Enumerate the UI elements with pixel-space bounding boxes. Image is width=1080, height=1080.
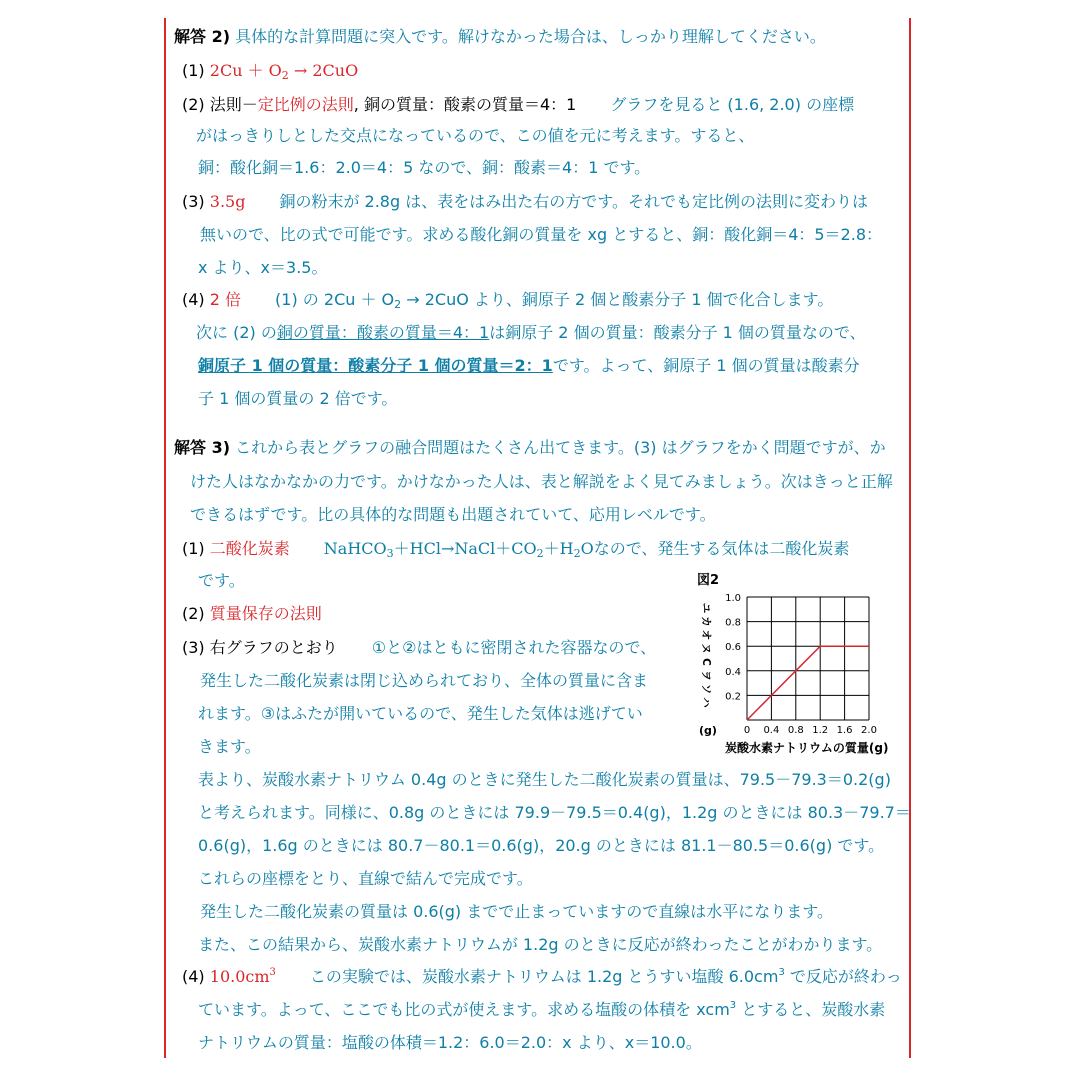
chart-series bbox=[747, 646, 869, 720]
a3-q4-line2: ています。よって、ここでも比の式が使えます。求める塩酸の体積を xcm$^3$ とすると、炭酸水素 bbox=[198, 1000, 886, 1019]
y-label-char: ソ bbox=[700, 683, 712, 695]
a3-q3-text5: 表より、炭酸水素ナトリウム 0.4g のときに発生した二酸化炭素の質量は、79.5－79.3＝0.2(g) bbox=[198, 770, 891, 789]
a3-q3-num: (3) bbox=[182, 638, 205, 657]
y-label-char: ヌ bbox=[700, 643, 712, 654]
a3-q4-text3: ナトリウムの質量：塩酸の体積＝1.2：6.0＝2.0：x より、x＝10.0。 bbox=[198, 1033, 702, 1052]
y-tick-label: 0.8 bbox=[725, 617, 741, 629]
series-line bbox=[747, 646, 869, 720]
a2-q3-num: (3) bbox=[182, 192, 205, 211]
a2-intro: 具体的な計算問題に突入です。解けなかった場合は、しっかり理解してください。 bbox=[235, 27, 826, 46]
x-tick-label: 1.2 bbox=[812, 725, 829, 736]
a2-q4-underlined: 銅の質量：酸素の質量＝4：1 bbox=[276, 323, 490, 342]
a2-q4-bold-underlined: 銅原子 1 個の質量：酸素分子 1 個の質量＝2：1 bbox=[198, 356, 553, 375]
a2-q2-text2: がはっきりしとした交点になっているので、この値を元に考えます。すると、 bbox=[196, 126, 755, 145]
a2-heading: 解答 2) bbox=[174, 27, 231, 46]
chart-title: 図2 bbox=[697, 573, 720, 588]
a3-q3-text10: また、この結果から、炭酸水素ナトリウムが 1.2g のときに反応が終わったことがわかります。 bbox=[198, 935, 883, 954]
y-label-char: オ bbox=[700, 629, 712, 641]
a2-q2-label: 法則－ bbox=[209, 95, 258, 114]
y-tick-label: 0.6 bbox=[725, 642, 741, 654]
a3-heading-line bbox=[174, 438, 886, 458]
y-label-char: カ bbox=[700, 616, 712, 627]
a3-q3-text9: 発生した二酸化炭素の質量は 0.6(g) までで止まっていますので直線は水平になります。 bbox=[200, 902, 833, 921]
a2-q3-answer: 3.5g bbox=[209, 192, 246, 211]
a3-heading: 解答 3) bbox=[174, 438, 231, 457]
a2-q2-ratio: , 銅の質量：酸素の質量＝4：1 bbox=[353, 95, 577, 114]
a2-q3-text2: 無いので、比の式で可能です。求める酸化銅の質量を xg とすると、銅：酸化銅＝4：5＝2.8： bbox=[200, 225, 883, 244]
a2-q4-text1: (1) の $2Cu + O_2 \to 2CuO$ より、銅原子 2 個と酸素分子 1 個で化合します。 bbox=[275, 290, 834, 311]
y-tick-label: 0.4 bbox=[725, 666, 741, 678]
a3-q1-text2: です。 bbox=[198, 571, 245, 590]
a2-q1-equation: $2Cu + O_2 \to 2CuO$ bbox=[209, 61, 359, 82]
chart-x-label: 炭酸水素ナトリウムの質量(g) bbox=[725, 741, 889, 755]
a3-q3-text6: と考えられます。同様に、0.8g のときには 79.9－79.5＝0.4(g)，1.2g のときには 80.3－79.7＝ bbox=[198, 803, 911, 822]
a2-q2-law: 定比例の法則 bbox=[257, 95, 354, 114]
a3-q4-line1 bbox=[182, 967, 902, 987]
x-tick-label: 2.0 bbox=[861, 725, 877, 736]
a2-q2-num: (2) bbox=[182, 95, 205, 114]
a3-intro3: できるはずです。比の具体的な問題も出題されていて、応用レベルです。 bbox=[190, 505, 716, 524]
a2-heading-line bbox=[174, 27, 826, 47]
a2-q2-text3: 銅：酸化銅＝1.6：2.0＝4：5 なので、銅：酸素＝4：1 です。 bbox=[198, 158, 651, 177]
x-tick-label: 1.6 bbox=[836, 725, 853, 736]
a3-q1-line1: (1) 二酸化炭素 $NaHCO_3+HCl\to NaCl+CO_2+H_2O$なので、発生する気体は二酸化炭素 bbox=[182, 539, 850, 560]
a3-q1-answer: 二酸化炭素 bbox=[209, 539, 290, 558]
a3-q4-num: (4) bbox=[182, 967, 205, 986]
a3-q2-line bbox=[182, 604, 322, 624]
y-label-unit: (g) bbox=[699, 724, 717, 737]
x-tick-label: 0 bbox=[743, 725, 751, 736]
x-tick-label: 0.4 bbox=[763, 725, 780, 736]
a2-q4-num: (4) bbox=[182, 290, 205, 309]
right-margin-rule bbox=[909, 18, 911, 1058]
a3-q3-line1 bbox=[182, 638, 656, 658]
a2-q2-text1: グラフを見ると (1.6, 2.0) の座標 bbox=[610, 95, 855, 114]
a3-q3-text2: 発生した二酸化炭素は閉じ込められており、全体の質量に含ま bbox=[200, 671, 649, 690]
a3-intro1: これから表とグラフの融合問題はたくさん出てきます。(3) はグラフをかく問題ですが、か bbox=[235, 438, 886, 457]
y-label-char: ヲ bbox=[700, 670, 712, 681]
a3-q3-text4: きます。 bbox=[198, 737, 261, 756]
y-tick-label: 0.2 bbox=[725, 691, 741, 703]
a3-q4-answer: $10.0cm^3$ bbox=[209, 967, 276, 986]
a2-q4-answer: 2 倍 bbox=[209, 290, 242, 309]
a3-q3-text7: 0.6(g)，1.6g のときには 80.7－80.1＝0.6(g)，20.g のときには 81.1－80.5＝0.6(g) です。 bbox=[198, 836, 885, 855]
a2-q1-line bbox=[182, 61, 358, 81]
a2-q3-line1 bbox=[182, 192, 868, 212]
y-label-char: C bbox=[700, 658, 712, 666]
a3-q3-text3: れます。③はふたが開いているので、発生した気体は逃げてい bbox=[198, 704, 643, 723]
a3-q1-equation: $NaHCO_3+HCl\to NaCl+CO_2+H_2O$ bbox=[323, 539, 594, 560]
x-tick-label: 0.8 bbox=[787, 725, 804, 736]
a3-q2-answer: 質量保存の法則 bbox=[209, 604, 322, 623]
a3-q3-answer: 右グラフのとおり bbox=[209, 638, 338, 657]
a2-q3-text3: x より、x＝3.5。 bbox=[198, 258, 328, 277]
a3-q3-text1: ①と②はともに密閉された容器なので、 bbox=[371, 638, 657, 657]
co2-mass-chart bbox=[695, 570, 910, 765]
a2-q1-num: (1) bbox=[182, 61, 205, 80]
a3-intro2: けた人はなかなかの力です。かけなかった人は、表と解説をよく見てみましょう。次はきっと正解 bbox=[190, 472, 893, 491]
a2-q3-text1: 銅の粉末が 2.8g は、表をはみ出た右の方です。それでも定比例の法則に変わりは bbox=[279, 192, 868, 211]
a2-q4-text4: 子 1 個の質量の 2 倍です。 bbox=[198, 389, 398, 408]
a3-q4-text1: この実験では、炭酸水素ナトリウムは 1.2g とうすい塩酸 $6.0cm^3$ で反応が終わっ bbox=[309, 967, 902, 986]
y-label-char: ハ bbox=[700, 697, 712, 708]
y-tick-label: 1.0 bbox=[725, 593, 741, 604]
chart-y-ticks bbox=[725, 593, 741, 702]
chart-x-ticks bbox=[744, 725, 877, 736]
a3-q2-num: (2) bbox=[182, 604, 205, 623]
a2-q4-line1 bbox=[182, 290, 833, 310]
a2-q2-line1 bbox=[182, 95, 854, 115]
a3-q1-num: (1) bbox=[182, 539, 205, 558]
left-margin-rule bbox=[164, 18, 166, 1058]
a2-q4-line3: 銅原子 1 個の質量：酸素分子 1 個の質量＝2：1です。よって、銅原子 1 個の質量は酸素分 bbox=[198, 356, 860, 375]
y-label-char: ユ bbox=[700, 602, 712, 614]
a2-q4-line2: 次に (2) の銅の質量：酸素の質量＝4：1は銅原子 2 個の質量：酸素分子 1 個の質量なので、 bbox=[196, 323, 866, 342]
chart-y-label bbox=[699, 603, 717, 737]
a3-q3-text8: これらの座標をとり、直線で結んで完成です。 bbox=[198, 869, 533, 888]
